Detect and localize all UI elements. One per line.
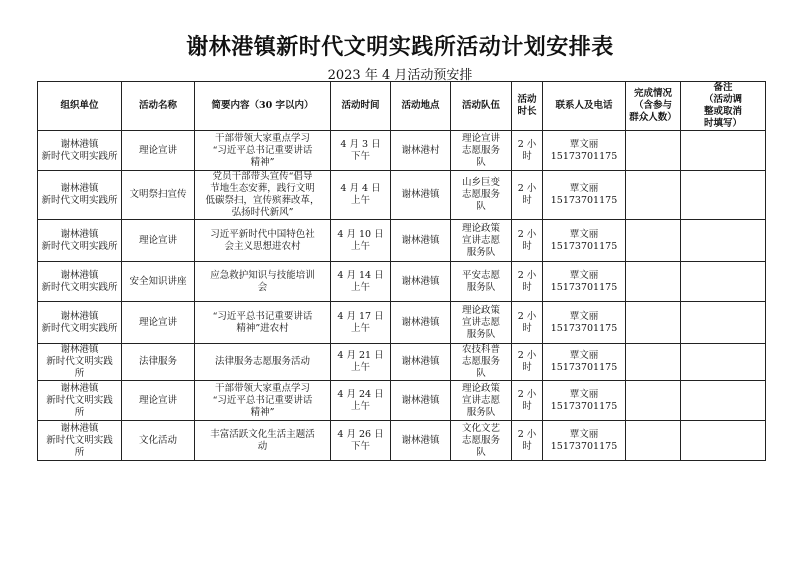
cell-place: 谢林港镇 (391, 421, 451, 461)
cell-duration: 2 小时 (512, 381, 543, 421)
header-content: 简要内容（30 字以内） (195, 82, 331, 131)
cell-content: 应急救护知识与技能培训 会 (195, 262, 331, 302)
cell-org: 谢林港镇 新时代文明实践所 (38, 131, 122, 171)
cell-team: 山乡巨变 志愿服务 队 (451, 171, 512, 220)
table-row (38, 220, 766, 262)
cell-org: 谢林港镇 新时代文明实践所 (38, 262, 122, 302)
cell-time: 4 月 14 日 上午 (331, 262, 391, 302)
activity-plan-table (37, 81, 766, 461)
cell-completion (626, 262, 681, 302)
cell-time: 4 月 21 日 上午 (331, 344, 391, 381)
cell-duration: 2 小时 (512, 302, 543, 344)
cell-contact: 覃文丽 15173701175 (543, 381, 626, 421)
cell-org: 谢林港镇 新时代文明实践所 (38, 220, 122, 262)
page-subtitle: 2023 年 4 月活动预安排 (327, 68, 473, 83)
cell-org: 谢林港镇 新时代文明实践所 (38, 171, 122, 220)
cell-duration: 2 小时 (512, 262, 543, 302)
cell-duration: 2 小时 (512, 421, 543, 461)
cell-activity-name: 法律服务 (122, 344, 195, 381)
header-contact: 联系人及电话 (543, 82, 626, 131)
cell-team: 理论政策 宣讲志愿 服务队 (451, 302, 512, 344)
table-row (38, 302, 766, 344)
cell-place: 谢林港镇 (391, 344, 451, 381)
cell-contact: 覃文丽 15173701175 (543, 344, 626, 381)
cell-team: 平安志愿 服务队 (451, 262, 512, 302)
cell-place: 谢林港镇 (391, 171, 451, 220)
cell-activity-name: 安全知识讲座 (122, 262, 195, 302)
cell-activity-name: 文明祭扫宣传 (122, 171, 195, 220)
cell-place: 谢林港村 (391, 131, 451, 171)
cell-place: 谢林港镇 (391, 302, 451, 344)
cell-team: 文化文艺 志愿服务 队 (451, 421, 512, 461)
header-remarks: 备注 （活动调 整或取消 时填写） (681, 82, 766, 131)
header-duration: 活动 时长 (512, 82, 543, 131)
cell-remarks (681, 421, 766, 461)
cell-contact: 覃文丽 15173701175 (543, 131, 626, 171)
cell-activity-name: 理论宣讲 (122, 381, 195, 421)
table-row (38, 131, 766, 171)
cell-team: 理论宣讲 志愿服务 队 (451, 131, 512, 171)
cell-place: 谢林港镇 (391, 220, 451, 262)
cell-contact: 覃文丽 15173701175 (543, 262, 626, 302)
cell-contact: 覃文丽 15173701175 (543, 171, 626, 220)
cell-remarks (681, 302, 766, 344)
cell-remarks (681, 171, 766, 220)
table-row (38, 381, 766, 421)
cell-remarks (681, 262, 766, 302)
cell-contact: 覃文丽 15173701175 (543, 421, 626, 461)
cell-completion (626, 171, 681, 220)
cell-content: 干部带领大家重点学习 “习近平总书记重要讲话 精神” (195, 381, 331, 421)
cell-completion (626, 421, 681, 461)
header-place: 活动地点 (391, 82, 451, 131)
cell-org: 谢林港镇 新时代文明实践 所 (38, 381, 122, 421)
cell-time: 4 月 17 日 上午 (331, 302, 391, 344)
cell-activity-name: 理论宣讲 (122, 131, 195, 171)
cell-duration: 2 小时 (512, 131, 543, 171)
cell-duration: 2 小时 (512, 344, 543, 381)
table-header-row (38, 82, 766, 131)
cell-place: 谢林港镇 (391, 381, 451, 421)
header-time: 活动时间 (331, 82, 391, 131)
table-row (38, 262, 766, 302)
cell-duration: 2 小时 (512, 220, 543, 262)
cell-team: 理论政策 宣讲志愿 服务队 (451, 381, 512, 421)
cell-remarks (681, 381, 766, 421)
cell-time: 4 月 3 日 下午 (331, 131, 391, 171)
cell-content: “习近平总书记重要讲话 精神”进农村 (195, 302, 331, 344)
cell-content: 丰富活跃文化生活主题活 动 (195, 421, 331, 461)
cell-remarks (681, 220, 766, 262)
cell-completion (626, 381, 681, 421)
header-completion: 完成情况 （含参与 群众人数） (626, 82, 681, 131)
cell-team: 理论政策 宣讲志愿 服务队 (451, 220, 512, 262)
cell-completion (626, 344, 681, 381)
cell-content: 法律服务志愿服务活动 (195, 344, 331, 381)
table-row (38, 421, 766, 461)
table-row (38, 171, 766, 220)
cell-completion (626, 131, 681, 171)
cell-contact: 覃文丽 15173701175 (543, 220, 626, 262)
cell-remarks (681, 344, 766, 381)
cell-duration: 2 小时 (512, 171, 543, 220)
cell-place: 谢林港镇 (391, 262, 451, 302)
cell-completion (626, 220, 681, 262)
cell-contact: 覃文丽 15173701175 (543, 302, 626, 344)
cell-activity-name: 文化活动 (122, 421, 195, 461)
cell-content: 干部带领大家重点学习 “习近平总书记重要讲话 精神” (195, 131, 331, 171)
cell-activity-name: 理论宣讲 (122, 302, 195, 344)
cell-org: 谢林港镇 新时代文明实践所 (38, 302, 122, 344)
cell-content: 党员干部带头宣传“倡导 节地生态安葬，践行文明 低碳祭扫，宣传殡葬改革， 弘扬时代新风” (195, 171, 331, 220)
cell-org: 谢林港镇 新时代文明实践 所 (38, 344, 122, 381)
header-org: 组织单位 (38, 82, 122, 131)
cell-org: 谢林港镇 新时代文明实践 所 (38, 421, 122, 461)
cell-time: 4 月 24 日 上午 (331, 381, 391, 421)
table-row (38, 344, 766, 381)
cell-time: 4 月 26 日 下午 (331, 421, 391, 461)
header-activity-name: 活动名称 (122, 82, 195, 131)
cell-activity-name: 理论宣讲 (122, 220, 195, 262)
cell-content: 习近平新时代中国特色社 会主义思想进农村 (195, 220, 331, 262)
cell-completion (626, 302, 681, 344)
header-team: 活动队伍 (451, 82, 512, 131)
cell-team: 农技科普 志愿服务 队 (451, 344, 512, 381)
page-title: 谢林港镇新时代文明实践所活动计划安排表 (186, 35, 614, 60)
cell-time: 4 月 4 日 上午 (331, 171, 391, 220)
cell-remarks (681, 131, 766, 171)
cell-time: 4 月 10 日 上午 (331, 220, 391, 262)
